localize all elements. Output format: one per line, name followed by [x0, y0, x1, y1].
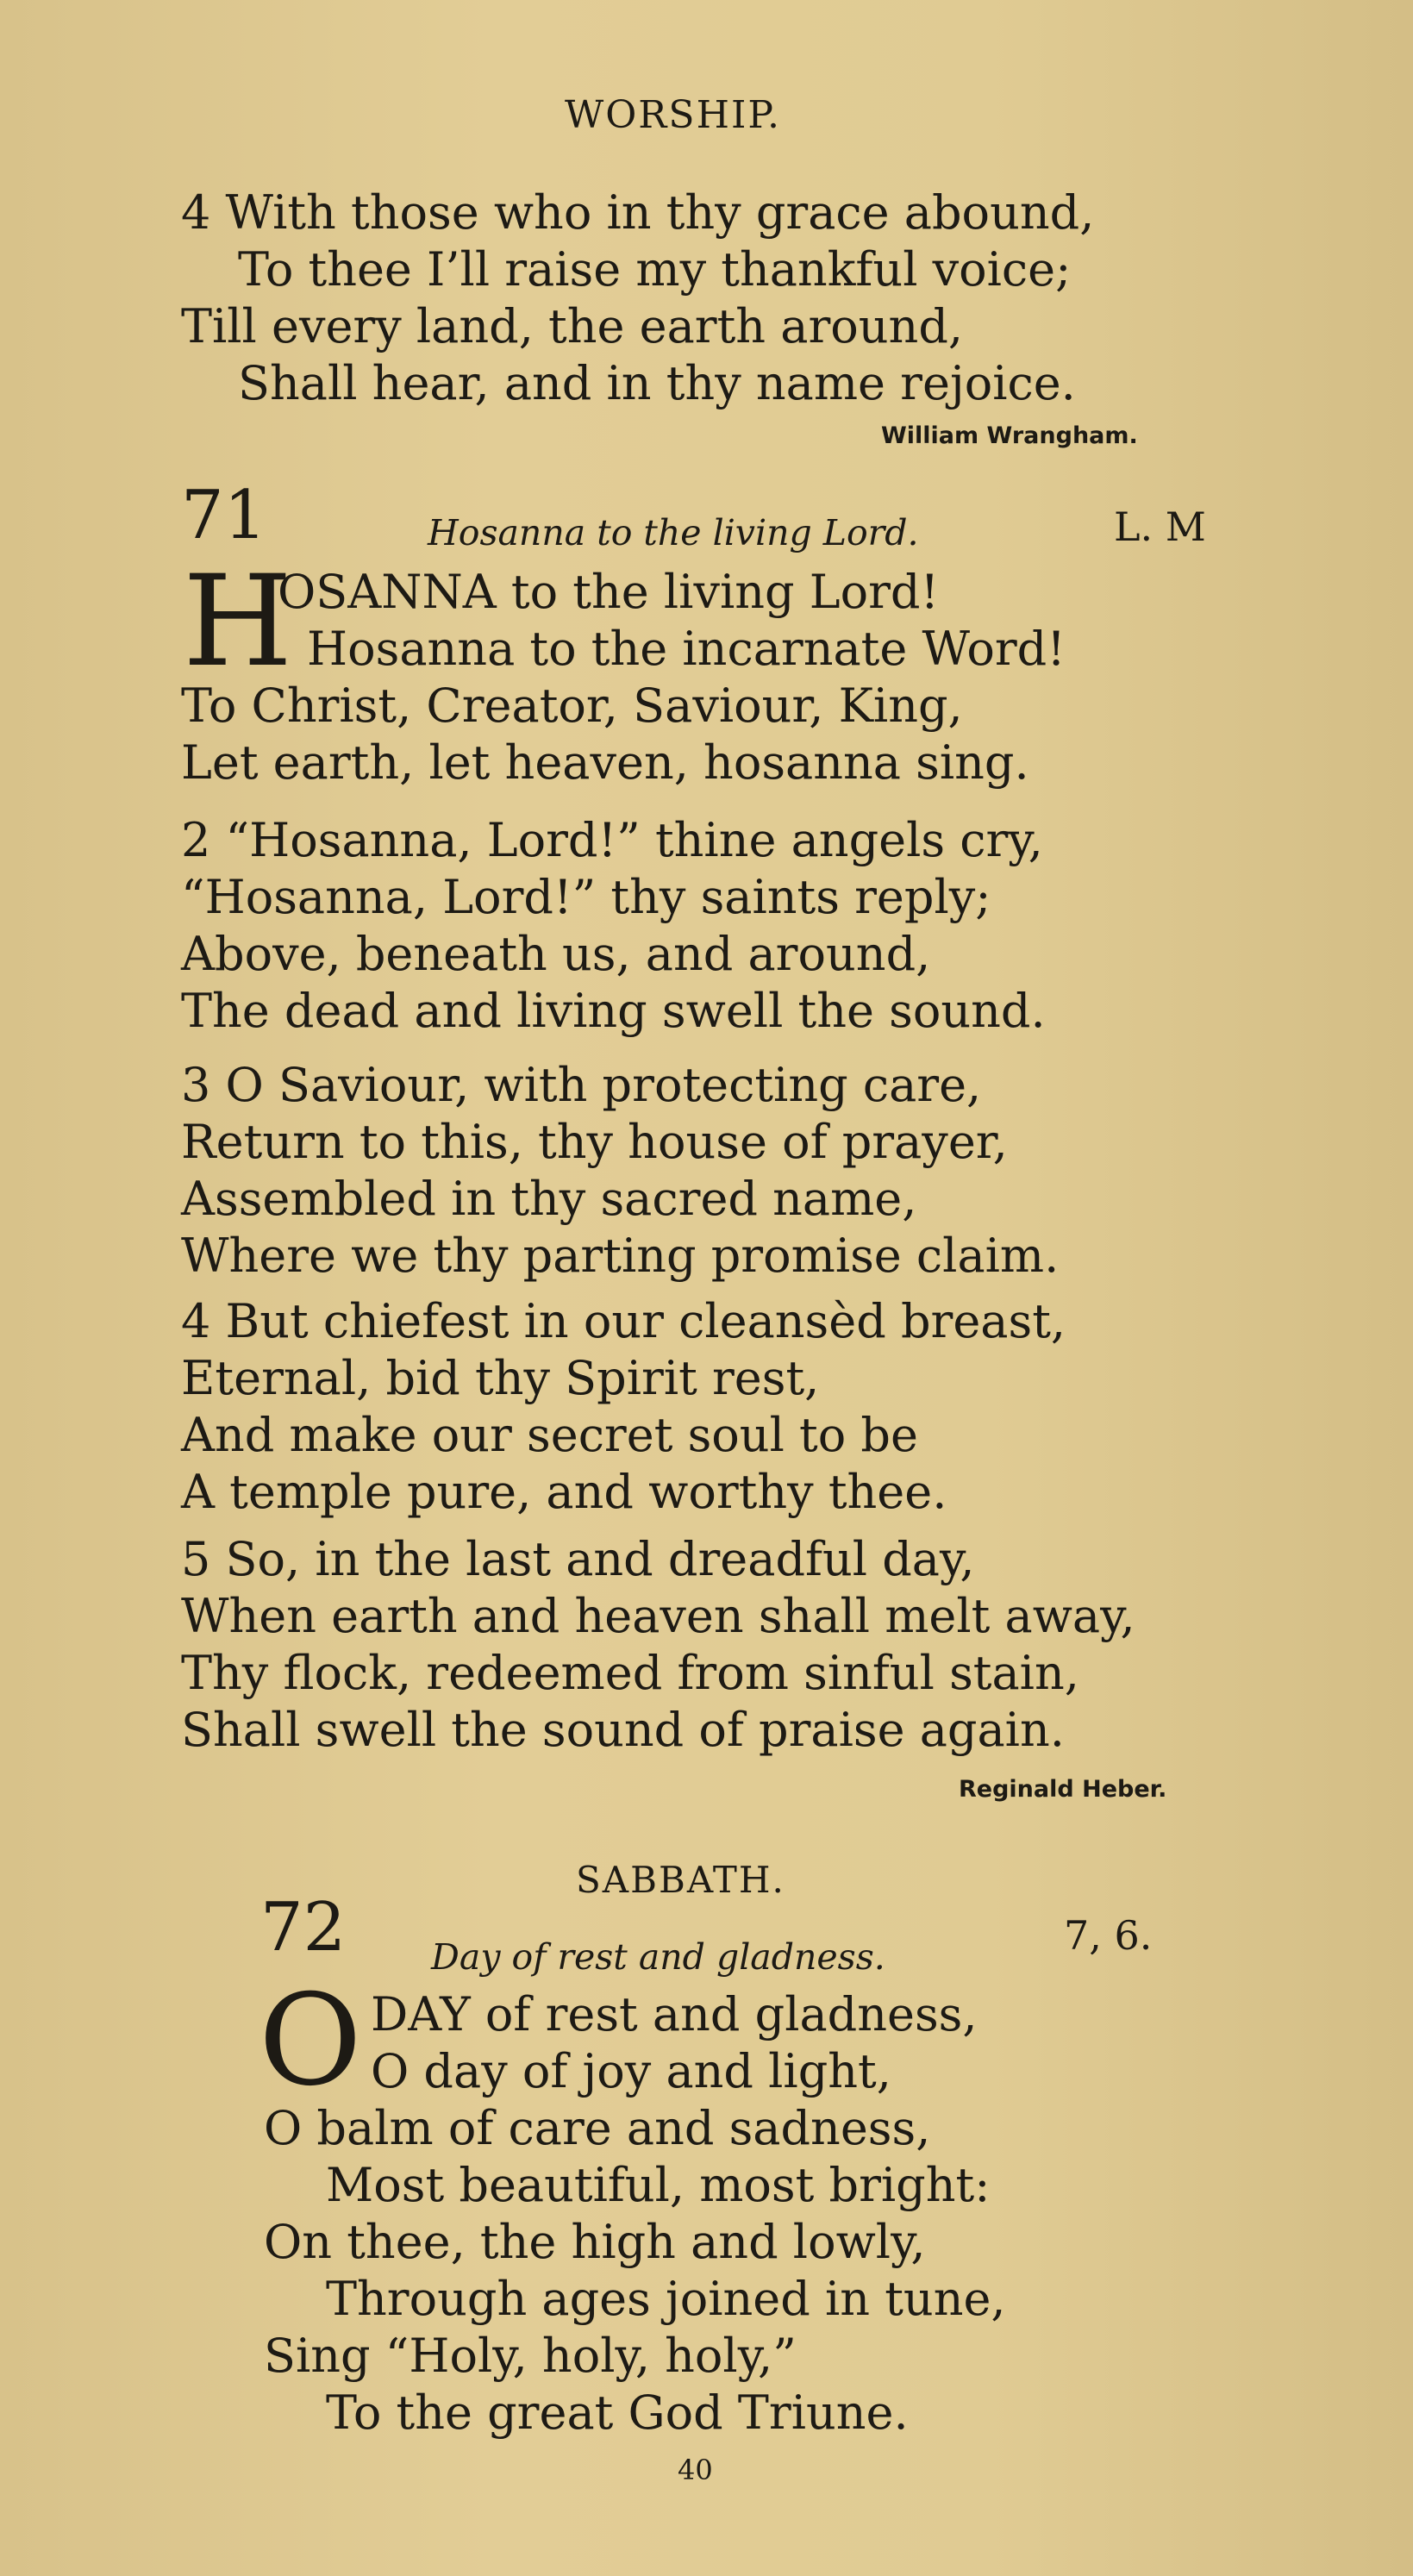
hymn72-meter: 7, 6.	[1064, 1912, 1153, 1959]
hymn71-number: 71	[181, 477, 267, 554]
page-number: 40	[678, 2454, 713, 2486]
hymn70-line-1: 4 With those who in thy grace abound,	[181, 185, 1095, 240]
hymn71-line-19: Thy flock, redeemed from sinful stain,	[181, 1646, 1079, 1700]
hymn71-line-6: “Hosanna, Lord!” thy saints reply;	[181, 870, 991, 924]
hymn72-line-2: O day of joy and light,	[371, 2044, 891, 2098]
hymn71-line-14: Eternal, bid thy Spirit rest,	[181, 1351, 820, 1405]
hymn71-drop-cap: H	[183, 548, 293, 695]
section-heading: SABBATH.	[576, 1859, 785, 1901]
hymn71-meter: L. M	[1114, 503, 1206, 550]
hymn72-line-5: On thee, the high and lowly,	[264, 2215, 926, 2269]
hymn71-line-17: 5 So, in the last and dreadful day,	[181, 1532, 975, 1586]
hymn70-line-4: Shall hear, and in thy name rejoice.	[238, 356, 1076, 410]
hymn72-line-3: O balm of care and sadness,	[264, 2101, 931, 2155]
hymn71-line-20: Shall swell the sound of praise again.	[181, 1703, 1065, 1757]
hymn72-line-6: Through ages joined in tune,	[326, 2272, 1006, 2326]
hymn71-line-9: 3 O Saviour, with protecting care,	[181, 1058, 982, 1112]
hymn70-line-3: Till every land, the earth around,	[181, 299, 964, 353]
hymn71-line-10: Return to this, thy house of prayer,	[181, 1115, 1008, 1169]
hymn71-line-18: When earth and heaven shall melt away,	[181, 1589, 1135, 1643]
hymn71-line-1: OSANNA to the living Lord!	[278, 565, 940, 619]
hymn71-line-11: Assembled in thy sacred name,	[181, 1172, 917, 1226]
hymn72-number: 72	[260, 1889, 347, 1966]
hymn71-line-3: To Christ, Creator, Saviour, King,	[181, 678, 963, 733]
hymn71-line-13: 4 But chiefest in our cleansèd breast,	[181, 1294, 1066, 1348]
hymn71-line-16: A temple pure, and worthy thee.	[181, 1465, 947, 1519]
hymn72-line-4: Most beautiful, most bright:	[326, 2158, 991, 2212]
hymn70-line-2: To thee I’ll raise my thankful voice;	[238, 242, 1072, 297]
hymn71-author: Reginald Heber.	[959, 1776, 1167, 1803]
hymn70-author: William Wrangham.	[881, 422, 1138, 449]
hymn71-line-4: Let earth, let heaven, hosanna sing.	[181, 735, 1029, 790]
hymn71-title: Hosanna to the living Lord.	[428, 512, 919, 553]
hymn72-line-8: To the great God Triune.	[326, 2385, 909, 2440]
hymn71-line-15: And make our secret soul to be	[181, 1408, 918, 1462]
hymn71-line-8: The dead and living swell the sound.	[181, 984, 1046, 1038]
hymn71-line-7: Above, beneath us, and around,	[181, 927, 931, 981]
hymn72-drop-cap: O	[259, 1967, 362, 2114]
running-head: WORSHIP.	[565, 93, 781, 137]
hymn71-line-5: 2 “Hosanna, Lord!” thine angels cry,	[181, 813, 1043, 867]
hymn72-line-7: Sing “Holy, holy, holy,”	[264, 2329, 797, 2383]
hymn72-title: Day of rest and gladness.	[431, 1936, 885, 1978]
hymn71-line-2: Hosanna to the incarnate Word!	[307, 622, 1066, 676]
hymn72-line-1: DAY of rest and gladness,	[371, 1987, 978, 2041]
hymn71-line-12: Where we thy parting promise claim.	[181, 1229, 1060, 1283]
